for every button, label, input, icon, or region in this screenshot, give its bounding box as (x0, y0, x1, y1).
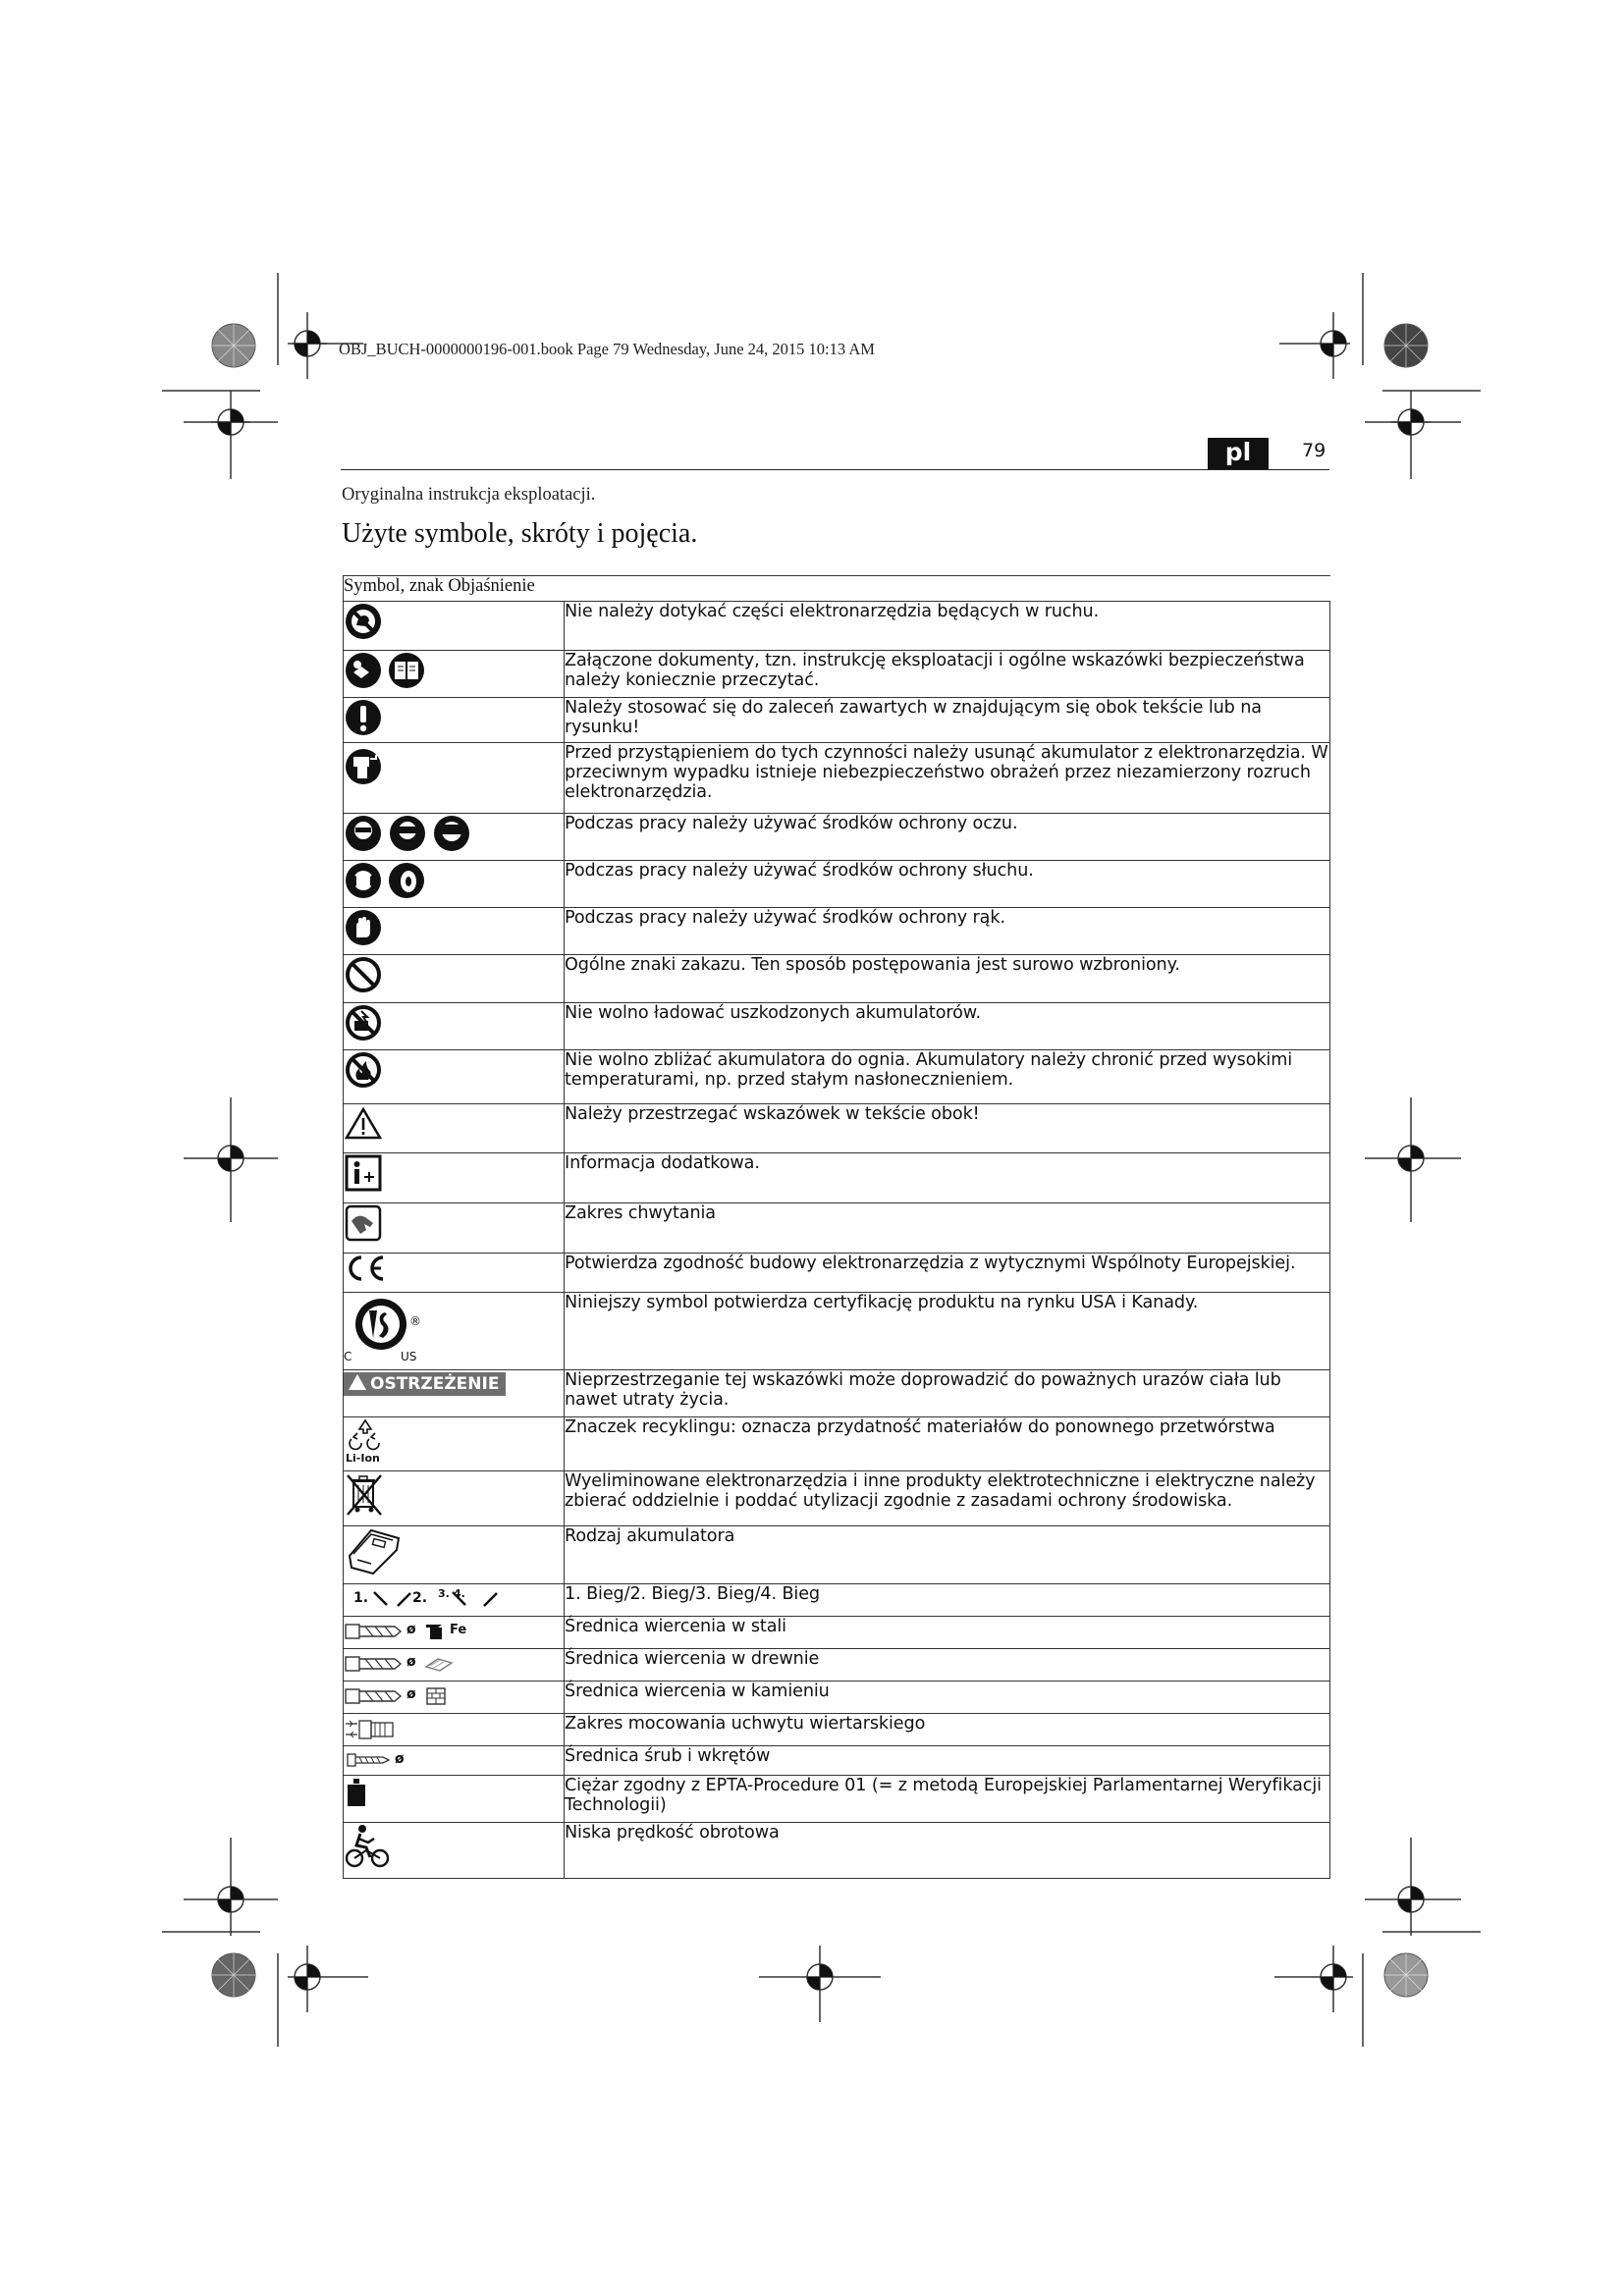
table-row (344, 1617, 1330, 1649)
table-row (344, 1471, 1330, 1526)
table-row (344, 861, 1330, 908)
table-row (344, 1823, 1330, 1879)
header-rule (341, 469, 1329, 470)
table-row-text: Zakres chwytania (565, 1203, 1330, 1254)
language-badge: pl (1208, 438, 1269, 469)
table-row-text: Należy stosować się do zaleceń zawartych w znajdującym się obok tekście lub na rysunku! (565, 698, 1330, 743)
table-row (344, 602, 1330, 651)
table-row (344, 1104, 1330, 1153)
grip-area-icon (344, 1203, 383, 1243)
remove-battery-icon (344, 743, 383, 786)
ear-protection-icons (344, 861, 432, 900)
table-row (344, 1526, 1330, 1584)
table-row-text: Potwierdza zgodność budowy elektronarzędzia z wytycznymi Wspólnoty Europejskiej. (565, 1254, 1330, 1293)
table-row-text: Średnica wiercenia w drewnie (565, 1649, 1330, 1682)
csa-mark-icon: ® C US (344, 1293, 422, 1363)
warning-triangle-icon (344, 1104, 383, 1144)
table-row-text: Podczas pracy należy używać środków ochrony słuchu. (565, 861, 1330, 908)
table-row (344, 743, 1330, 814)
hand-protection-icon (344, 908, 383, 947)
table-row-text: Średnica wiercenia w kamieniu (565, 1682, 1330, 1714)
ce-mark-icon (344, 1254, 389, 1283)
eye-protection-icons (344, 814, 476, 853)
table-row (344, 1254, 1330, 1293)
table-row-text: Ogólne znaki zakazu. Ten sposób postępowania jest surowo wzbroniony. (565, 955, 1330, 1003)
table-row-text: Informacja dodatkowa. (565, 1153, 1330, 1203)
no-fire-battery-icon (344, 1050, 383, 1090)
table-row-text: Należy przestrzegać wskazówek w tekście obok! (565, 1104, 1330, 1153)
info-icon (344, 1153, 383, 1193)
table-row (344, 955, 1330, 1003)
table-row-text: Podczas pracy należy używać środków ochrony oczu. (565, 814, 1330, 861)
table-row (344, 1417, 1330, 1471)
table-row (344, 1203, 1330, 1254)
table-row (344, 1153, 1330, 1203)
drill-steel-icon: ø Fe (344, 1621, 540, 1644)
table-row (344, 1584, 1330, 1617)
table-row-text: Przed przystąpieniem do tych czynności należy usunąć akumulator z elektronarzędzia. W przeciwnym wypadku istnieje niebezpieczeństwo obrażeń przez niezamierzony rozruch elektronarzędzia. (565, 743, 1330, 814)
table-row (344, 1746, 1330, 1776)
table-row-text: Nie wolno ładować uszkodzonych akumulatorów. (565, 1003, 1330, 1050)
table-row-text: Załączone dokumenty, tzn. instrukcję eksploatacji i ogólne wskazówki bezpieczeństwa należy koniecznie przeczytać. (565, 651, 1330, 698)
table-row-text: Zakres mocowania uchwytu wiertarskiego (565, 1714, 1330, 1746)
battery-type-icon (344, 1526, 403, 1575)
page-number: 79 (1302, 440, 1326, 461)
table-row (344, 651, 1330, 698)
table-row-text: Nie wolno zbliżać akumulatora do ognia. Akumulatory należy chronić przed wysokimi temperaturami, np. przed stałym nasłonecznieniem. (565, 1050, 1330, 1104)
table-header-row (344, 576, 1330, 602)
recycling-li-ion-icon: Li-Ion (344, 1417, 393, 1467)
hand-rotating-prohibited-icon (344, 602, 383, 641)
page-title: Użyte symbole, skróty i pojęcia. (342, 518, 698, 549)
table-header: Symbol, znak Objaśnienie (344, 576, 565, 602)
table-row (344, 1293, 1330, 1370)
table-row (344, 1003, 1330, 1050)
low-speed-bicycle-icon (344, 1823, 393, 1870)
intro-line: Oryginalna instrukcja eksploatacji. (342, 485, 596, 505)
table-row-text: Wyeliminowane elektronarzędzia i inne produkty elektrotechniczne i elektryczne należy zbierać oddzielnie i poddać utylizacji zgodnie z zasadami ochrony środowiska. (565, 1471, 1330, 1526)
table-row (344, 814, 1330, 861)
table-row-text: Ciężar zgodny z EPTA-Procedure 01 (= z metodą Europejskiej Parlamentarnej Weryfikacji Technologii) (565, 1776, 1330, 1823)
warning-label-icon: OSTRZEŻENIE (344, 1372, 506, 1396)
gear-selection-icon: 1. 2. 3. 4. (344, 1587, 540, 1611)
prohibition-icon (344, 955, 383, 994)
table-row (344, 908, 1330, 955)
table-row-text: Rodzaj akumulatora (565, 1526, 1330, 1584)
table-row-text: Nieprzestrzeganie tej wskazówki może doprowadzić do poważnych urazów ciała lub nawet utraty życia. (565, 1370, 1330, 1417)
table-row (344, 1714, 1330, 1746)
symbols-table (343, 575, 1330, 1879)
table-row (344, 1649, 1330, 1682)
drill-stone-icon: ø (344, 1685, 540, 1709)
read-manual-icon (344, 651, 432, 690)
chuck-range-icon (344, 1718, 403, 1741)
weight-icon (344, 1776, 373, 1809)
table-row-text: Niniejszy symbol potwierdza certyfikację produktu na rynku USA i Kanady. (565, 1293, 1330, 1370)
table-row-text: Średnica śrub i wkrętów (565, 1746, 1330, 1776)
drill-wood-icon: ø (344, 1653, 540, 1677)
table-row (344, 1370, 1330, 1417)
table-row (344, 1050, 1330, 1104)
no-charging-damaged-battery-icon (344, 1003, 383, 1042)
table-row-text: Niska prędkość obrotowa (565, 1823, 1330, 1879)
table-row-text: Nie należy dotykać części elektronarzędzia będących w ruchu. (565, 602, 1330, 651)
print-slug: OBJ_BUCH-0000000196-001.book Page 79 Wednesday, June 24, 2015 10:13 AM (339, 340, 875, 358)
mandatory-exclamation-icon (344, 698, 383, 737)
table-row-text: Średnica wiercenia w stali (565, 1617, 1330, 1649)
screw-diameter-icon: ø (344, 1750, 540, 1772)
table-row-text: 1. Bieg/2. Bieg/3. Bieg/4. Bieg (565, 1584, 1330, 1617)
crossed-bin-icon (344, 1471, 387, 1517)
table-row-text: Znaczek recyklingu: oznacza przydatność materiałów do ponownego przetwórstwa (565, 1417, 1330, 1471)
table-row (344, 698, 1330, 743)
table-row-text: Podczas pracy należy używać środków ochrony rąk. (565, 908, 1330, 955)
table-row (344, 1682, 1330, 1714)
table-row (344, 1776, 1330, 1823)
